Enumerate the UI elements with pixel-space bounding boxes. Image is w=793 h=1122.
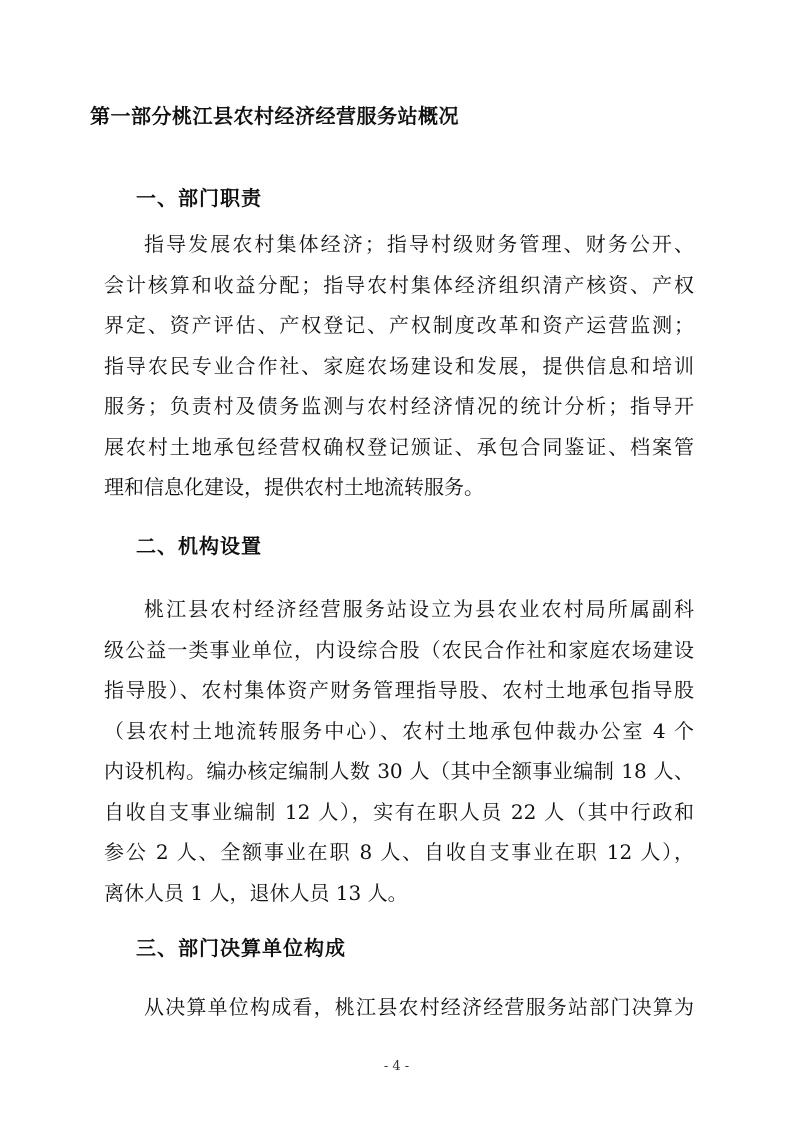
- paragraph-line: 桃江县农村经济经营服务站设立为县农业农村局所属副科: [144, 597, 694, 621]
- paragraph-line: 级公益一类事业单位，内设综合股（农民合作社和家庭农场建设: [104, 637, 694, 662]
- paragraph-line: 参公 2 人、全额事业在职 8 人、自收自支事业在职 12 人），: [104, 840, 694, 864]
- section-body-budget-units: [104, 987, 694, 1028]
- paragraph-line: （县农村土地流转服务中心）、农村土地承包仲裁办公室 4 个: [104, 718, 694, 743]
- paragraph-line: 内设机构。编办核定编制人数 30 人（其中全额事业编制 18 人、: [104, 759, 694, 783]
- section-heading-duties: 一、部门职责: [136, 186, 262, 210]
- section-body-duties: [104, 224, 694, 508]
- paragraph-line: 从决算单位构成看，桃江县农村经济经营服务站部门决算为: [144, 995, 694, 1019]
- section-body-organization: [104, 589, 694, 913]
- paragraph-line: 指导农民专业合作社、家庭农场建设和发展，提供信息和培训: [104, 353, 694, 378]
- section-heading-budget-units: 三、部门决算单位构成: [136, 936, 346, 960]
- paragraph-line: 指导发展农村集体经济；指导村级财务管理、财务公开、: [144, 232, 694, 256]
- paragraph-line: 自收自支事业编制 12 人），实有在职人员 22 人（其中行政和: [104, 799, 694, 824]
- paragraph-line: 会计核算和收益分配；指导农村集体经济组织清产核资、产权: [104, 272, 694, 297]
- paragraph-line: 离休人员 1 人，退休人员 13 人。: [104, 880, 408, 905]
- part-title: 第一部分桃江县农村经济经营服务站概况: [90, 104, 459, 128]
- paragraph-line: 展农村土地承包经营权确权登记颁证、承包合同鉴证、档案管: [104, 434, 694, 459]
- paragraph-line: 理和信息化建设，提供农村土地流转服务。: [104, 475, 484, 499]
- paragraph-line: 服务；负责村及债务监测与农村经济情况的统计分析；指导开: [104, 394, 694, 418]
- paragraph-line: 界定、资产评估、产权登记、产权制度改革和资产运营监测；: [104, 313, 694, 337]
- paragraph-line: 指导股）、农村集体资产财务管理指导股、农村土地承包指导股: [104, 678, 694, 702]
- section-heading-organization: 二、机构设置: [136, 534, 262, 558]
- page-number: - 4 -: [383, 1059, 410, 1074]
